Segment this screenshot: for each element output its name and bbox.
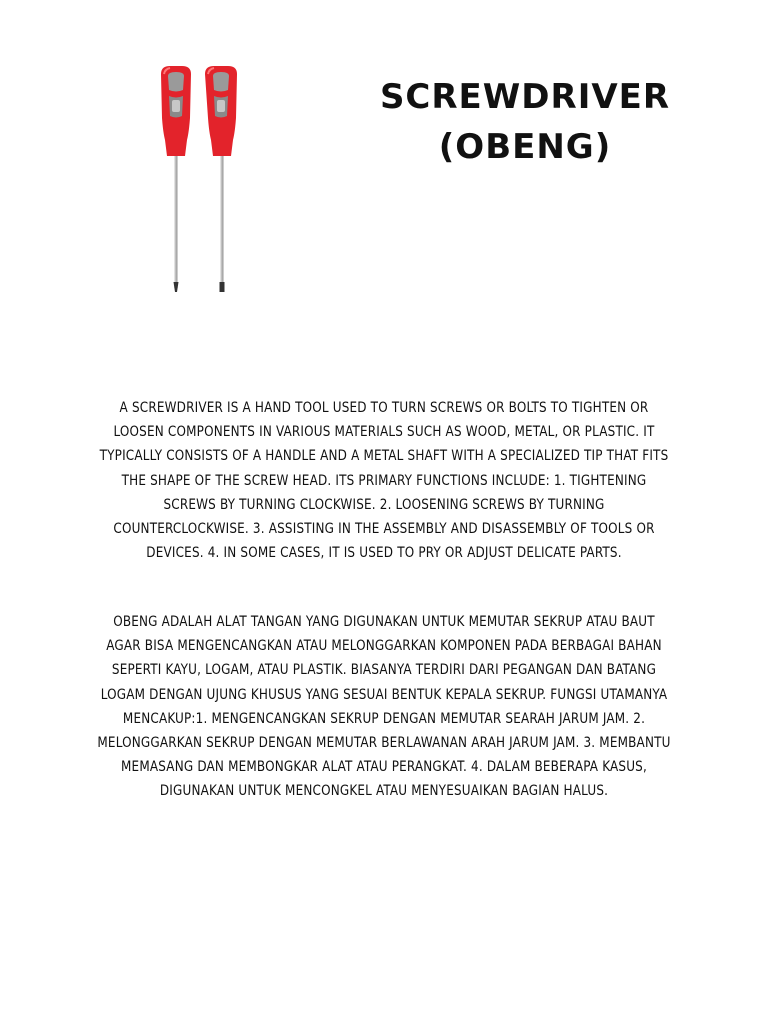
- description-indonesian: OBENG ADALAH ALAT TANGAN YANG DIGUNAKAN UNTUK MEMUTAR SEKRUP ATAU BAUT AGAR BISA MENGENCANGKAN ATAU MELONGGARKAN KOMPONEN PADA BERBAGAI BAHAN SEPERTI KAYU, LOGAM, ATAU PLASTIK. BIASANYA TERDIRI DARI PEGANGAN DAN BATANG LOGAM DENGAN UJUNG KHUSUS YANG SESUAI BENTUK KEPALA SEKRUP. FUNGSI UTAMANYA MENCAKUP:1. MENGENCANGKAN SEKRUP DENGAN MEMUTAR SEARAH JARUM JAM. 2. MELONGGARKAN SEKRUP DENGAN MEMUTAR BERLAWANAN ARAH JARUM JAM. 3. MEMBANTU MEMASANG DAN MEMBONGKAR ALAT ATAU PERANGKAT. 4. DALAM BEBERAPA KASUS, DIGUNAKAN UNTUK MENCONGKEL ATAU MENYESUAIKAN BAGIAN HALUS.: [97, 614, 671, 800]
- page-title: [360, 72, 690, 172]
- page-title-line-1: SCREWDRIVER: [379, 77, 671, 117]
- phillips-screwdriver-icon: [161, 66, 191, 292]
- screwdriver-pair-icon: [150, 60, 250, 300]
- page-title-line-2: (OBENG): [438, 127, 612, 167]
- flathead-screwdriver-icon: [205, 66, 237, 292]
- description-english: A SCREWDRIVER IS A HAND TOOL USED TO TURN SCREWS OR BOLTS TO TIGHTEN OR LOOSEN COMPONENTS IN VARIOUS MATERIALS SUCH AS WOOD, METAL, OR PLASTIC. IT TYPICALLY CONSISTS OF A HANDLE AND A METAL SHAFT WITH A SPECIALIZED TIP THAT FITS THE SHAPE OF THE SCREW HEAD. ITS PRIMARY FUNCTIONS INCLUDE: 1. TIGHTENING SCREWS BY TURNING CLOCKWISE. 2. LOOSENING SCREWS BY TURNING COUNTERCLOCKWISE. 3. ASSISTING IN THE ASSEMBLY AND DISASSEMBLY OF TOOLS OR DEVICES. 4. IN SOME CASES, IT IS USED TO PRY OR ADJUST DELICATE PARTS.: [99, 400, 669, 562]
